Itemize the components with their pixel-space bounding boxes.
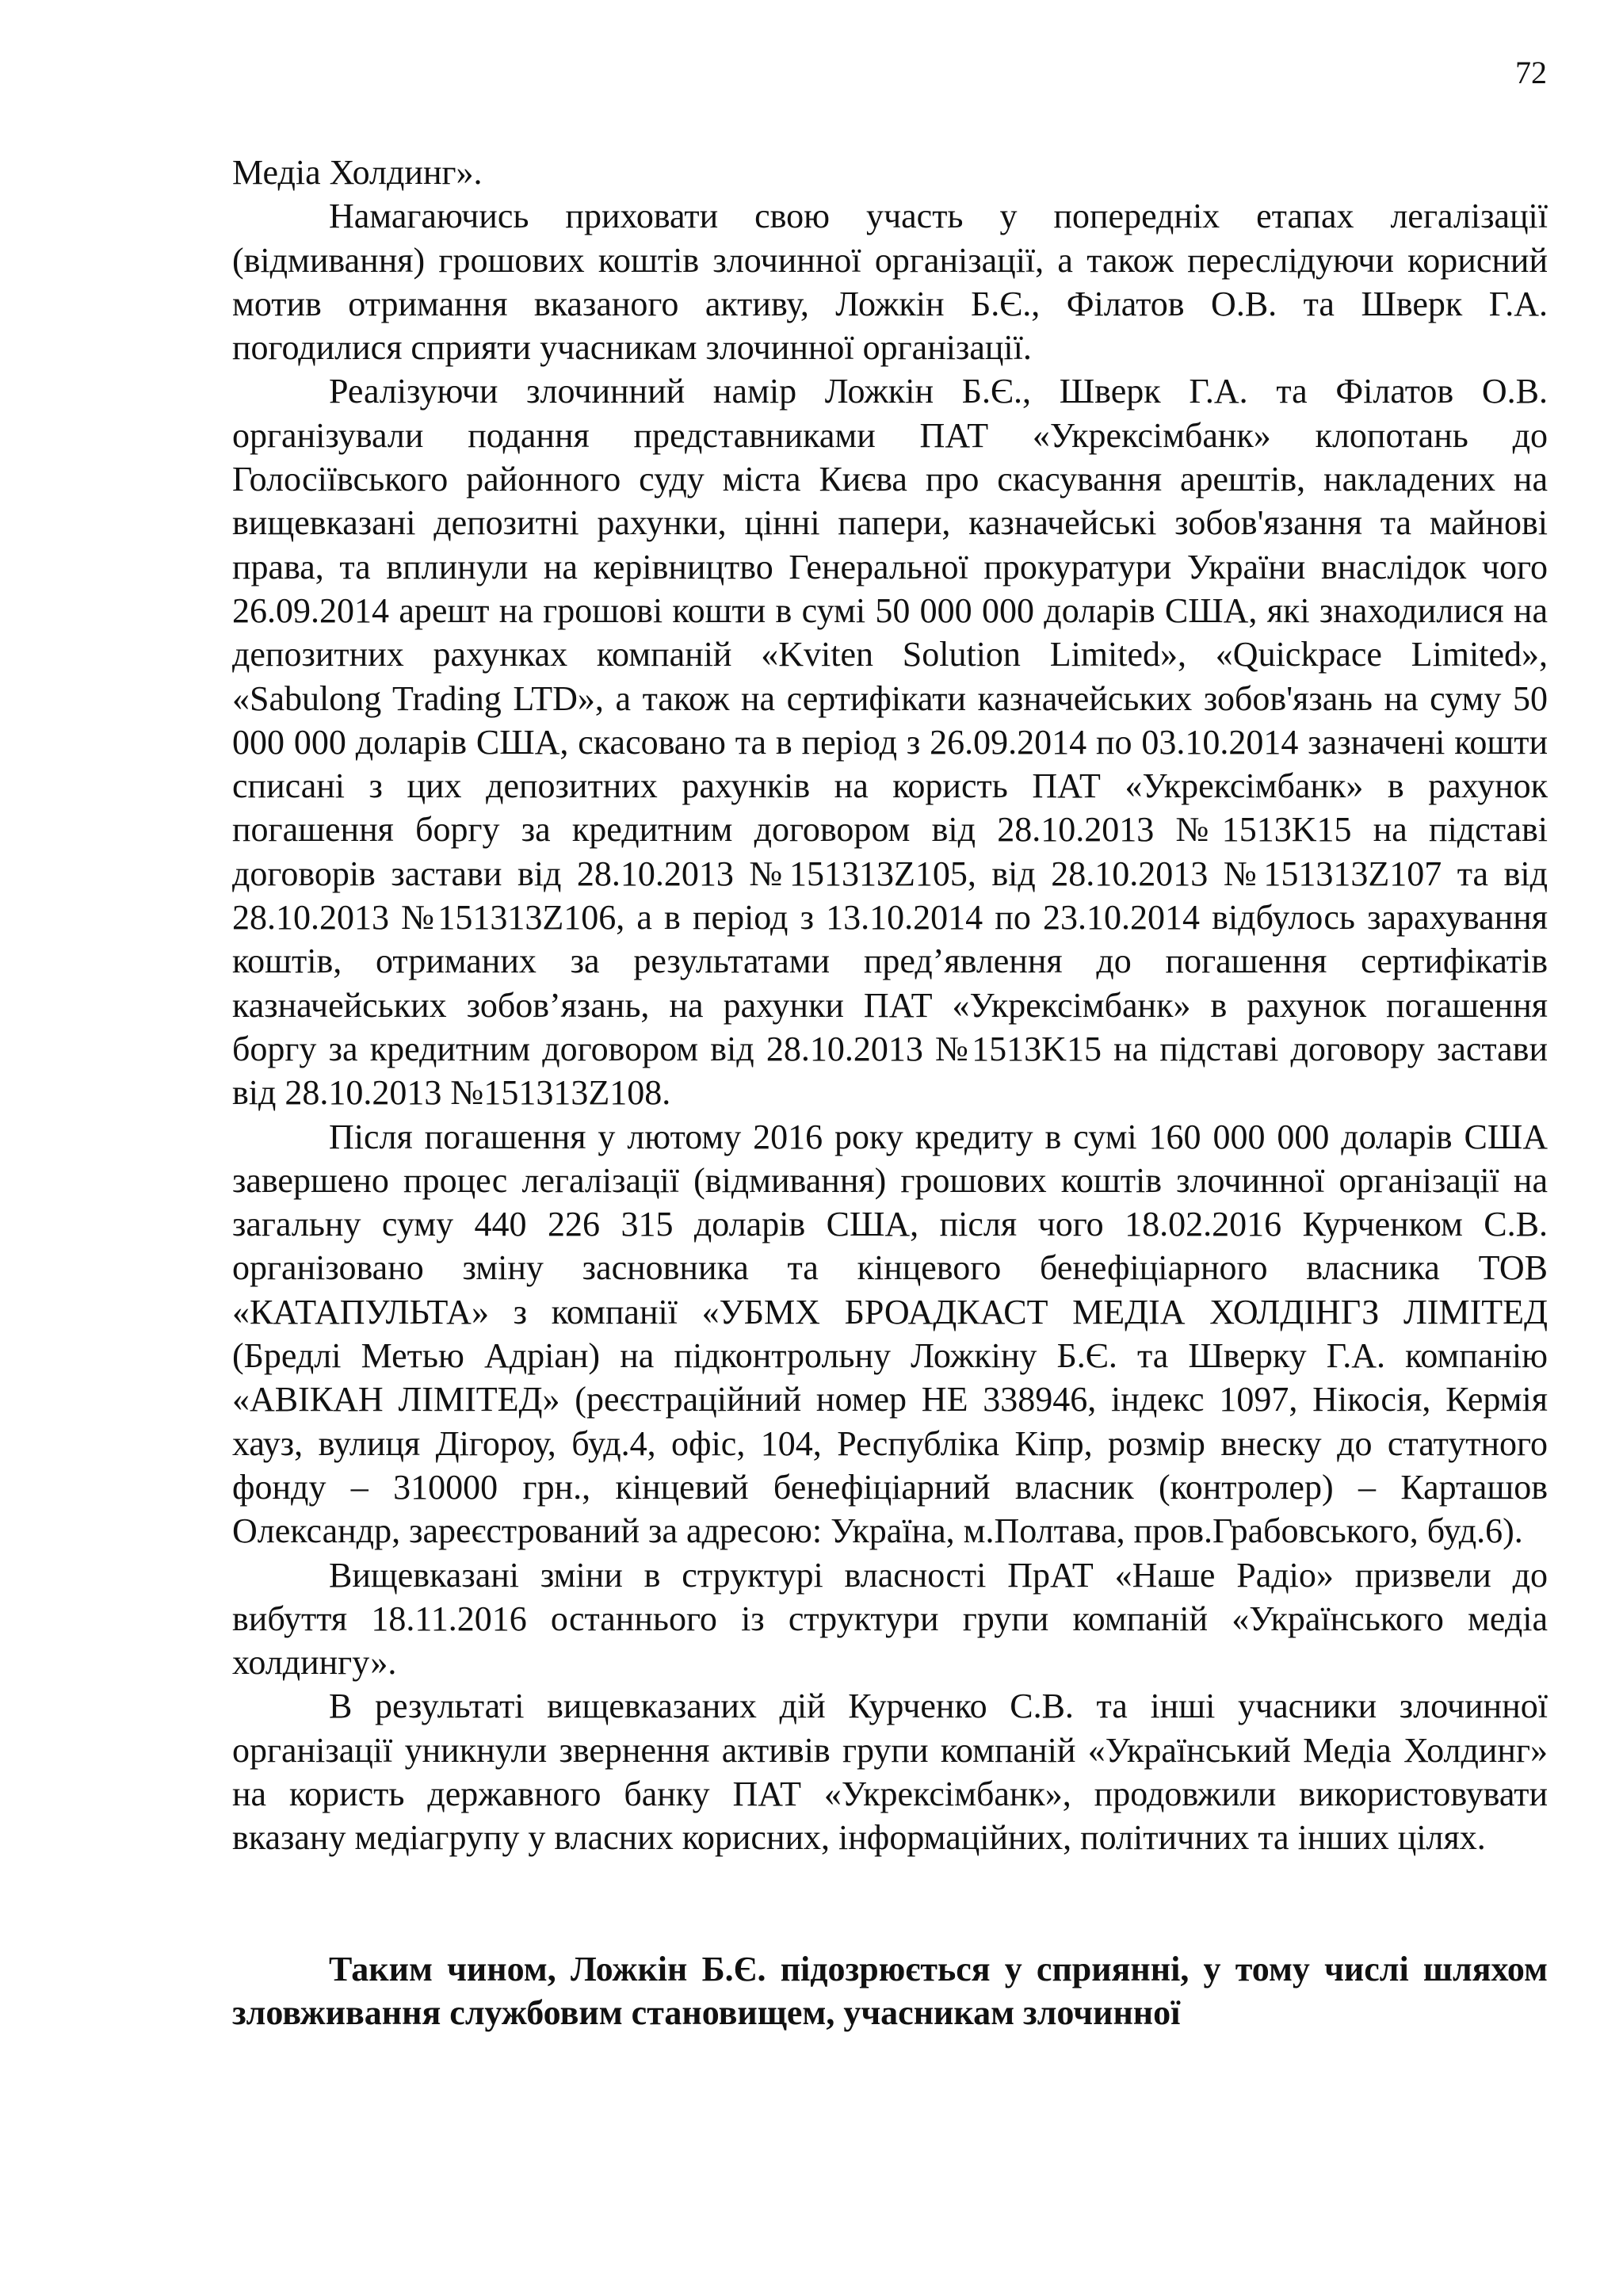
paragraph: Намагаючись приховати свою участь у попередніх етапах легалізації (відмивання) грошових коштів злочинної організації, а також переслідуючи корисний мотив отримання вказаного активу, Ложкін Б.Є., Філатов О.В. та Шверк Г.А. погодилися сприяти учасникам злочинної організації. bbox=[232, 197, 1548, 368]
conclusion-paragraph: Таким чином, Ложкін Б.Є. підозрюється у сприянні, у тому числі шляхом зловживання службовим становищем, учасникам злочинної bbox=[232, 1949, 1548, 2032]
paragraph: Вищевказані зміни в структурі власності ПрАТ «Наше Радіо» призвели до вибуття 18.11.2016 останнього із структури групи компаній «Українського медіа холдингу». bbox=[232, 1555, 1548, 1683]
paragraph-continuation: Медіа Холдинг». bbox=[232, 153, 483, 192]
paragraph: Після погашення у лютому 2016 року кредиту в сумі 160 000 000 доларів США завершено процес легалізації (відмивання) грошових коштів злочинної організації на загальну суму 440 226 315 доларів США, після чого 18.02.2016 Курченком С.В. організовано зміну засновника та кінцевого бенефіціарного власника ТОВ «КАТАПУЛЬТА» з компанії «УБМХ БРОАДКАСТ МЕДІА ХОЛДІНГЗ ЛІМІТЕД (Бредлі Метью Адріан) на підконтрольну Ложкіну Б.Є. та Шверку Г.А. компанію «АВІКАН ЛІМІТЕД» (реєстраційний номер HE 338946, індекс 1097, Нікосія, Кермія хауз, вулиця Дігороу, буд.4, офіс, 104, Республіка Кіпр, розмір внеску до статутного фонду – 310000 грн., кінцевий бенефіціарний власник (контролер) – Карташов Олександр, зареєстрований за адресою: Україна, м.Полтава, пров.Грабовського, буд.6). bbox=[232, 1117, 1548, 1551]
paragraph: В результаті вищевказаних дій Курченко С.В. та інші учасники злочинної організації уникнули звернення активів групи компаній «Український Медіа Холдинг» на користь державного банку ПАТ «Укрексімбанк», продовжили використовувати вказану медіагрупу у власних корисних, інформаційних, політичних та інших цілях. bbox=[232, 1687, 1548, 1858]
paragraph: Реалізуючи злочинний намір Ложкін Б.Є., Шверк Г.А. та Філатов О.В. організували подання представниками ПАТ «Укрексімбанк» клопотань до Голосіївського районного суду міста Києва про скасування арештів, накладених на вищевказані депозитні рахунки, цінні папери, казначейські зобов'язання та майнові права, та вплинули на керівництво Генеральної прокуратури України внаслідок чого 26.09.2014 арешт на грошові кошти в сумі 50 000 000 доларів США, які знаходилися на депозитних рахунках компаній «Kviten Solution Limited», «Quickpace Limited», «Sabulong Trading LTD», а також на сертифікати казначейських зобов'язань на суму 50 000 000 доларів США, скасовано та в період з 26.09.2014 по 03.10.2014 зазначені кошти списані з цих депозитних рахунків на користь ПАТ «Укрексімбанк» в рахунок погашення боргу за кредитним договором від 28.10.2013 №1513K15 на підставі договорів застави від 28.10.2013 №151313Z105, від 28.10.2013 №151313Z107 та від 28.10.2013 №151313Z106, а в період з 13.10.2014 по 23.10.2014 відбулось зарахування коштів, отриманих за результатами пред’явлення до погашення сертифікатів казначейських зобов’язань, на рахунки ПАТ «Укрексімбанк» в рахунок погашення боргу за кредитним договором від 28.10.2013 №1513K15 на підставі договору застави від 28.10.2013 №151313Z108. bbox=[232, 372, 1548, 1113]
document-body bbox=[232, 151, 1548, 2034]
page-number: 72 bbox=[1515, 55, 1547, 90]
